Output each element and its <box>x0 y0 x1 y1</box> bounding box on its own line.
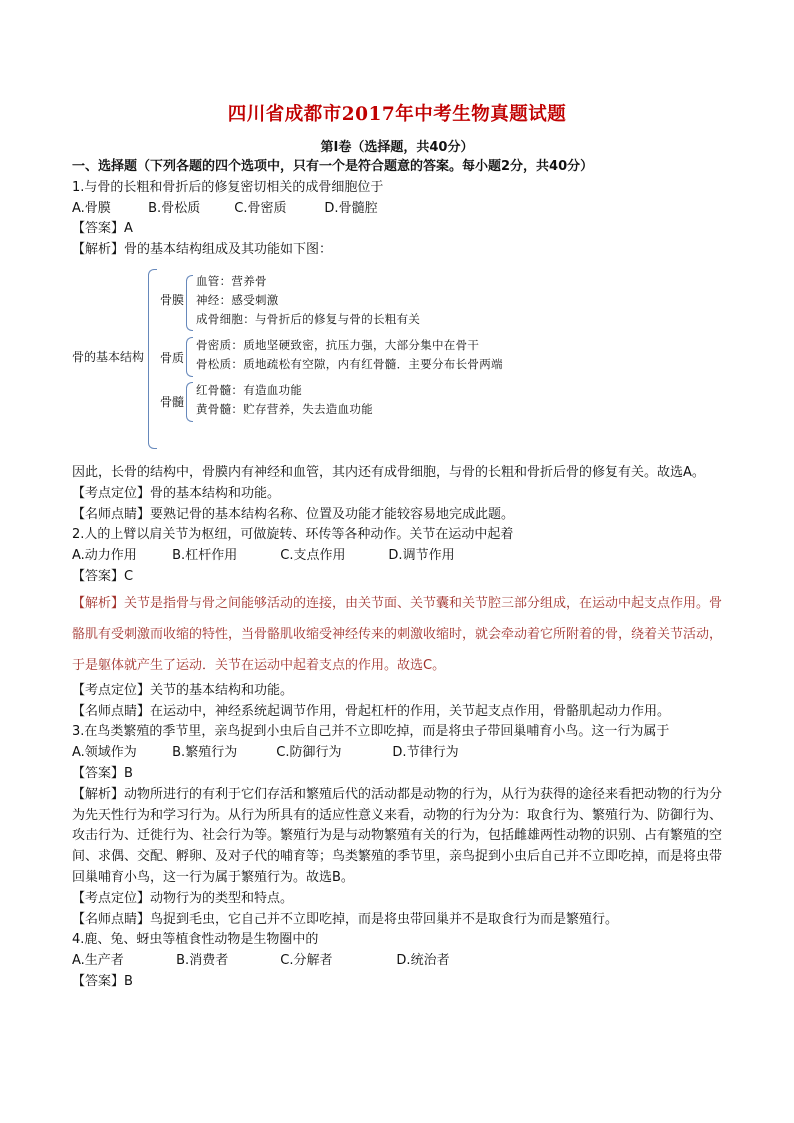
question-3-options <box>72 743 722 764</box>
question-2-stem: 2.人的上臂以肩关节为枢纽，可做旋转、环传等各种动作。关节在运动中起着 <box>72 527 514 543</box>
diagram-root-brace <box>148 269 157 449</box>
diagram-root-label: 骨的基本结构 <box>72 349 145 364</box>
question-3-tip: 【名师点睛】鸟捉到毛虫，它自己并不立即吃掉，而是将虫带回巢并不是取食行为而是繁殖行。 <box>72 911 619 927</box>
diagram-item: 血管：营养骨 <box>196 273 267 288</box>
option-a: A.骨膜 <box>72 200 111 216</box>
option-b: B.繁殖行为 <box>172 745 238 761</box>
option-a: A.领域作为 <box>72 745 137 761</box>
question-1-topic: 【考点定位】骨的基本结构和功能。 <box>72 485 281 501</box>
question-3-answer: 【答案】B <box>72 765 133 781</box>
diagram-item: 成骨细胞：与骨折后的修复与骨的长粗有关 <box>196 311 421 326</box>
option-c: C.防御行为 <box>276 745 342 761</box>
question-1-answer: 【答案】A <box>72 221 133 237</box>
diagram-brace-periosteum <box>186 275 193 331</box>
option-d: D.调节作用 <box>388 548 455 564</box>
question-4-answer: 【答案】B <box>72 973 133 989</box>
option-d: D.骨髓腔 <box>324 200 378 216</box>
diagram-item: 神经：感受刺激 <box>196 292 279 307</box>
option-a: A.动力作用 <box>72 548 137 564</box>
section-subtitle: 第Ⅰ卷（选择题，共40分） <box>320 140 474 155</box>
question-3-stem: 3.在鸟类繁殖的季节里，亲鸟捉到小虫后自己并不立即吃掉，而是将虫子带回巢哺育小鸟。这一行为属于 <box>72 724 670 740</box>
diagram-group-marrow: 骨髓 <box>160 394 185 409</box>
question-3-topic: 【考点定位】动物行为的类型和特点。 <box>72 890 294 906</box>
diagram-group-bone-substance: 骨质 <box>160 350 185 365</box>
bone-structure-diagram <box>72 267 722 455</box>
option-a: A.生产者 <box>72 953 124 969</box>
option-d: D.统治者 <box>396 953 450 969</box>
option-b: B.消费者 <box>176 953 229 969</box>
question-2-analysis: 【解析】关节是指骨与骨之间能够活动的连接，由关节面、关节囊和关节腔三部分组成，在运动中起支点作用。骨骼肌有受刺激而收缩的特性，当骨骼肌收缩受神经传来的刺激收缩时，就会牵动着它所附着的骨，绕着关节活动，于是躯体就产生了运动．关节在运动中起着支点的作用。故选C。 <box>72 595 723 673</box>
page-title: 四川省成都市2017年中考生物真题试题 <box>227 104 567 125</box>
question-2-topic: 【考点定位】关节的基本结构和功能。 <box>72 682 294 698</box>
option-b: B.杠杆作用 <box>172 548 238 564</box>
diagram-brace-bone-substance <box>186 337 193 377</box>
diagram-item: 骨密质：质地坚硬致密，抗压力强，大部分集中在骨干 <box>196 337 480 352</box>
diagram-item: 骨松质：质地疏松有空隙，内有红骨髓．主要分布长骨两端 <box>196 356 503 371</box>
diagram-item: 黄骨髓：贮存营养，失去造血功能 <box>196 401 373 416</box>
document-page <box>72 100 722 993</box>
diagram-brace-marrow <box>186 382 193 422</box>
option-b: B.骨松质 <box>148 200 201 216</box>
option-c: C.骨密质 <box>234 200 287 216</box>
section-heading: 一、选择题（下列各题的四个选项中，只有一个是符合题意的答案。每小题2分，共40分） <box>72 159 594 174</box>
question-1-analysis-conclusion: 因此，长骨的结构中，骨膜内有神经和血管，其内还有成骨细胞，与骨的长粗和骨折后骨的修复有关。故选A。 <box>72 464 705 480</box>
option-d: D.节律行为 <box>392 745 459 761</box>
question-2-options <box>72 546 722 567</box>
diagram-group-periosteum: 骨膜 <box>160 292 185 307</box>
question-2-answer: 【答案】C <box>72 568 134 584</box>
question-1-tip: 【名师点睛】要熟记骨的基本结构名称、位置及功能才能较容易地完成此题。 <box>72 506 515 522</box>
question-1-options <box>72 199 722 220</box>
option-c: C.分解者 <box>280 953 333 969</box>
question-1-analysis-intro: 【解析】骨的基本结构组成及其功能如下图： <box>72 242 333 258</box>
diagram-item: 红骨髓：有造血功能 <box>196 382 303 397</box>
question-4-stem: 4.鹿、兔、蚜虫等植食性动物是生物圈中的 <box>72 932 319 948</box>
question-3-analysis: 【解析】动物所进行的有利于它们存活和繁殖后代的活动都是动物的行为，从行为获得的途径来看把动物的行为分为先天性行为和学习行为。从行为所具有的适应性意义来看，动物的行为分为：取食行为、繁殖行为、防御行为、攻击行为、迁徙行为、社会行为等。繁殖行为是与动物繁殖有关的行为，包括雌雄两性动物的识别、占有繁殖的空间、求偶、交配、孵卵、及对子代的哺育等；鸟类繁殖的季节里，亲鸟捉到小虫后自己并不立即吃掉，而是将虫带回巢哺育小鸟，这一行为属于繁殖行为。故选B。 <box>72 786 723 885</box>
question-1-stem: 1.与骨的长粗和骨折后的修复密切相关的成骨细胞位于 <box>72 179 384 195</box>
question-2-tip: 【名师点睛】在运动中，神经系统起调节作用，骨起杠杆的作用，关节起支点作用，骨骼肌起动力作用。 <box>72 703 671 719</box>
question-4-options <box>72 951 722 972</box>
option-c: C.支点作用 <box>280 548 346 564</box>
